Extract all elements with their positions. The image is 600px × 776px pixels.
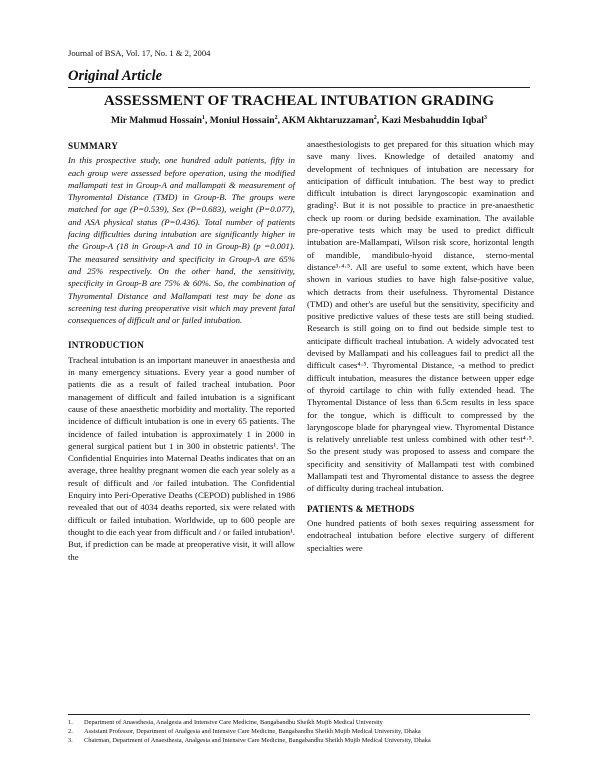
- author-affiliation-mark: 2: [373, 115, 377, 121]
- footnote-text: Assistant Professor, Department of Analgesia and Intensive Care Medicine, Bangabandhu Sheikh Mujib Medical University, Dhaka: [84, 728, 421, 736]
- footnote-number: 1.: [68, 719, 73, 726]
- left-column: [68, 140, 295, 563]
- author-affiliation-mark: 2: [274, 115, 278, 121]
- summary-heading: SUMMARY: [68, 141, 119, 151]
- summary-paragraph: In this prospective study, one hundred adult patients, fifty in each group were assessed before operation, using the modified mallampati test in Group-A and mallampati & measurement of Thyromental Distance (TMD) in Group-B. The groups were matched for age (P=0.539), Sex (P=0.683), weight (P=0.077), and ASA physical status (P=0.436). Total number of patients facing difficulties during intubation are significantly higher in the Group-A (18 in Group-A and 10 in Group-B) (p =0.001). The measured sensitivity and specificity in Group-A are 65% and 25% respectively. On the other hand, the sensitivity, specificity in Group-B are 75% & 60%. So, the combination of Thyromental Distance and Mallampati test may be done as screening test during preoperative visit which may prevent fatal consequences of difficult and or failed intubation.: [68, 155, 295, 326]
- author-list: Mir Mahmud Hossain$^1$, Moniul Hossain$^2$, AKM Akhtaruzzaman$^2$, Kazi Mesbahuddin Iqbal$^3$: [111, 115, 487, 127]
- methods-heading: PATIENTS & METHODS: [307, 503, 415, 514]
- author-affiliation-mark: 3: [483, 115, 487, 121]
- footnote-divider: [68, 714, 530, 715]
- author-name: Moniul Hossain: [209, 115, 275, 127]
- footnote: [68, 736, 538, 745]
- footnote-number: 3.: [68, 737, 73, 745]
- paper-title: ASSESSMENT OF TRACHEAL INTUBATION GRADING: [103, 93, 495, 109]
- article-type-label: Original Article: [68, 68, 163, 84]
- author-name: Kazi Mesbahuddin Iqbal: [381, 115, 484, 127]
- introduction-heading: INTRODUCTION: [68, 340, 144, 351]
- journal-citation: Journal of BSA, Vol. 17, No. 1 & 2, 2004: [68, 48, 211, 58]
- methods-paragraph: One hundred patients of both sexes requiring assessment for endotracheal intubation before elective surgery of different specialties were: [307, 517, 534, 553]
- footnote: [68, 718, 538, 727]
- header-divider: [68, 87, 530, 88]
- author-affiliation-mark: 1: [202, 115, 205, 121]
- right-column: [307, 138, 534, 554]
- introduction-paragraph: Tracheal intubation is an important maneuver in anaesthesia and in many emergency situations. Every year a good number of patients die as a result of failed tracheal intubation. Poor management of difficult and failed intubation is a significant cause of these anaesthetic morbidity and mortality. The reported incidence of difficult intubation is one in every 65 patients. The incidence of failed intubation is approximately 1 in 2000 in general surgical patient but 1 in 300 in obstetric patients¹. The Confidential Enquiries into Maternal Deaths indicates that on an average, three healthy pregnant women die each year solely as a result of difficult and /or failed intubation. The Confidential Enquiry into Peri-Operative Deaths (CEPOD) published in 1986 revealed that out of 4034 deaths reported, six were related with difficult or failed intubation. Worldwide, up to 600 people are thought to die each year from difficult and / or failed intubation¹. But, if prediction can be made at preoperative visit, it will allow the: [68, 354, 295, 562]
- author-name: AKM Akhtaruzzaman: [281, 115, 374, 127]
- author-name: Mir Mahmud Hossain: [111, 115, 202, 127]
- footnotes: [68, 718, 538, 746]
- footnote-text: Chairman, Department of Anaesthesia, Analgesia and Intensive Care Medicine, Bangabandhu Sheikh Mujib Medical University, Dhaka: [84, 737, 431, 745]
- footnote-number: 2.: [68, 728, 73, 736]
- footnote-text: Department of Anaesthesia, Analgesia and Intensive Care Medicine, Bangabandhu Sheikh Mujib Medical University: [84, 719, 383, 726]
- introduction-continued-paragraph: anaesthesiologists to get prepared for this situation which may save many lives. Knowledge of detailed anatomy and development of techniques of intubation are necessary for anticipation of difficult intubation. The best way to predict difficult intubation is direct laryngoscopic examination and grading². But it is not possible to practice in pre-anaesthetic check up room or during bedside examination. The available pre-operative tests which may be used to predict difficult intubation are-Mallampati, Wilson risk score, horizontal length of mandible, mandibulo-hyoid distance, sterno-mental distance³·⁴·⁵. All are useful to some extent, which have been shown in various studies to have high false-positive value, which detracts from their usefulness. Thyromental Distance (TMD) and other's are useful but the sensitivity, specificity and positive predictive values of these tests are still being studied. Research is still going on to find out bedside simple test to anticipate difficult tracheal intubation. A widely advocated test devised by Mallampati and his colleagues fail to predict all the difficult cases⁴·⁵. Thyromental Distance, -a method to predict difficult intubation, measures the distance between upper edge of thyroid cartilage to chin with fully extended head. The Thyromental Distance of less than 6.5cm results in less space for the tongue, which is difficult to compressed by the laryngoscope blade for pharyngeal view. Thyromental Distance is relatively unreliable test unless combined with other test⁴·⁵. So the present study was proposed to assess and compare the specificity and sensitivity of Mallampati test with combined Mallampati test and Thyromental distance to assess the degree of difficulty during tracheal intubation.: [307, 139, 534, 494]
- footnote: [68, 727, 538, 736]
